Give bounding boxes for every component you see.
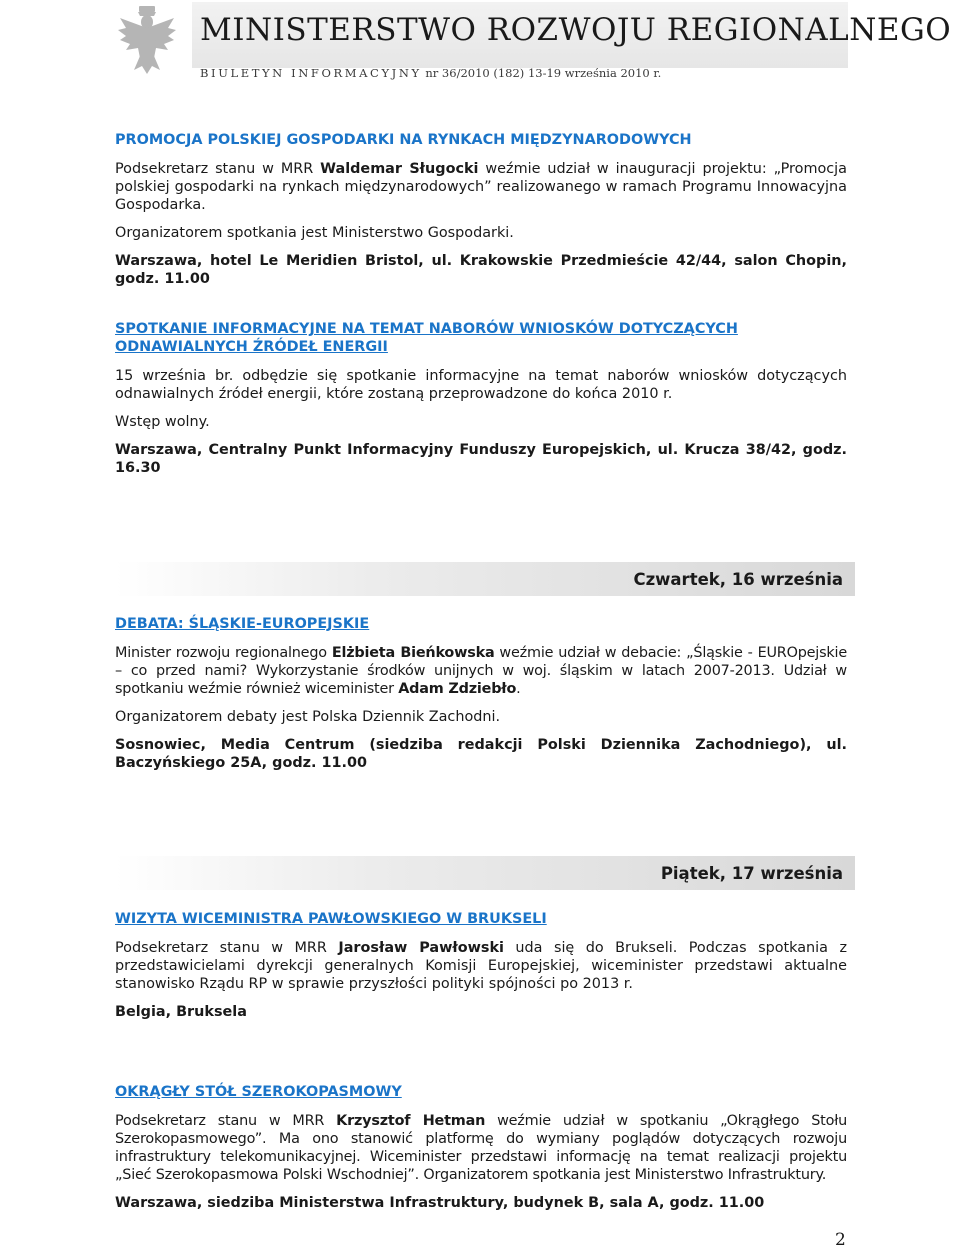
description-text: weźmie udział w spotkaniu „Okrągłego Stołu Szerokopasmowego”. Ma ono stanowić platformę do wymiany poglądów dotyczących rozwoju infrastruktury telekomunikacyjnej. Wiceminister przedstawi informację na temat realizacji projektu „Sieć Szerokopasmowa Polski Wschodniej”. Organizatorem spotkania jest Ministerstwo Infrastruktury. [115,1113,848,1183]
event-entry: Wstęp wolny. [115,414,210,430]
event-location: Warszawa, siedziba Ministerstwa Infrastruktury, budynek B, sala A, godz. 11.00 [115,1195,765,1211]
event-description [115,1112,847,1184]
event-location: Sosnowiec, Media Centrum (siedziba redakcji Polski Dziennika Zachodniego), ul. Baczyńskiego 25A, godz. 11.00 [115,737,847,771]
ministry-name: MINISTERSTWO ROZWOJU REGIONALNEGO [200,12,952,48]
description-text: uda się do Brukseli. Podczas spotkania z przedstawicielami dyrekcji generalnych Komisji Europejskiej, wiceminister przedstawi aktualne stanowisko Rządu RP w sprawie przyszłości polityki spójności po 2013 r. [115,940,847,992]
description-text: Podsekretarz stanu w MRR [115,1113,337,1129]
event-location: Belgia, Bruksela [115,1004,247,1020]
day-header-thursday [115,562,855,596]
ministry-banner [192,2,952,68]
event-title: WIZYTA WICEMINISTRA PAWŁOWSKIEGO W BRUKSELI [115,911,547,927]
bulletin-line [200,66,661,80]
event-okragly-stol [115,1083,847,1212]
day-label: Piątek, 17 września [660,864,843,883]
bulletin-label: BIULETYN INFORMACYJNY [200,66,422,80]
description-text: weźmie udział w inauguracji projektu: „Promocja polskiej gospodarki na rynkach międzynarodowych” realizowanego w ramach Programu Innowacyjna Gospodarka. [115,161,847,213]
person-name: Adam Zdziebło [398,681,517,697]
bulletin-issue: nr 36/2010 (182) 13-19 września 2010 r. [425,66,662,80]
page-header [0,0,960,80]
description-text: Podsekretarz stanu w MRR [115,161,321,177]
description-text: Minister rozwoju regionalnego [115,645,332,661]
event-location: Warszawa, hotel Le Meridien Bristol, ul. Krakowskie Przedmieście 42/44, salon Chopin, godz. 11.00 [115,253,847,287]
day-header-friday [115,856,855,890]
event-description [115,939,847,993]
event-debata [115,615,847,772]
event-promocja [115,131,847,288]
event-spotkanie-oze [115,320,847,477]
event-description [115,160,847,214]
day-label: Czwartek, 16 września [633,570,843,589]
event-location: Warszawa, Centralny Punkt Informacyjny Funduszy Europejskich, ul. Krucza 38/42, godz. 16.30 [115,442,847,476]
person-name: Jarosław Pawłowski [338,940,504,956]
event-title: DEBATA: ŚLĄSKIE-EUROPEJSKIE [115,616,370,632]
event-description [115,644,847,698]
event-wizyta-bruksela [115,910,847,1021]
event-organizer: Organizatorem debaty jest Polska Dziennik Zachodni. [115,709,501,725]
event-organizer: Organizatorem spotkania jest Ministerstwo Gospodarki. [115,225,514,241]
event-title: SPOTKANIE INFORMACYJNE NA TEMAT NABORÓW WNIOSKÓW DOTYCZĄCYCH ODNAWIALNYCH ŹRÓDEŁ ENERGII [115,321,738,355]
description-text: Podsekretarz stanu w MRR [115,940,339,956]
event-title: PROMOCJA POLSKIEJ GOSPODARKI NA RYNKACH MIĘDZYNARODOWYCH [115,132,692,148]
description-text: . [516,681,521,697]
person-name: Elżbieta Bieńkowska [331,645,495,661]
page-number: 2 [835,1230,846,1250]
event-description: 15 września br. odbędzie się spotkanie informacyjne na temat naborów wniosków dotyczących odnawialnych źródeł energii, które zostaną przeprowadzone do końca 2010 r. [115,368,847,402]
person-name: Krzysztof Hetman [336,1113,486,1129]
person-name: Waldemar Sługocki [320,161,479,177]
event-title: OKRĄGŁY STÓŁ SZEROKOPASMOWY [115,1084,402,1100]
polish-eagle-emblem-icon [116,4,178,76]
description-text: weźmie udział w debacie: „Śląskie - EUROpejskie – co przed nami? Wykorzystanie środków unijnych w woj. śląskim w latach 2007-2013. Udział w spotkaniu weźmie również wiceminister [115,645,847,697]
